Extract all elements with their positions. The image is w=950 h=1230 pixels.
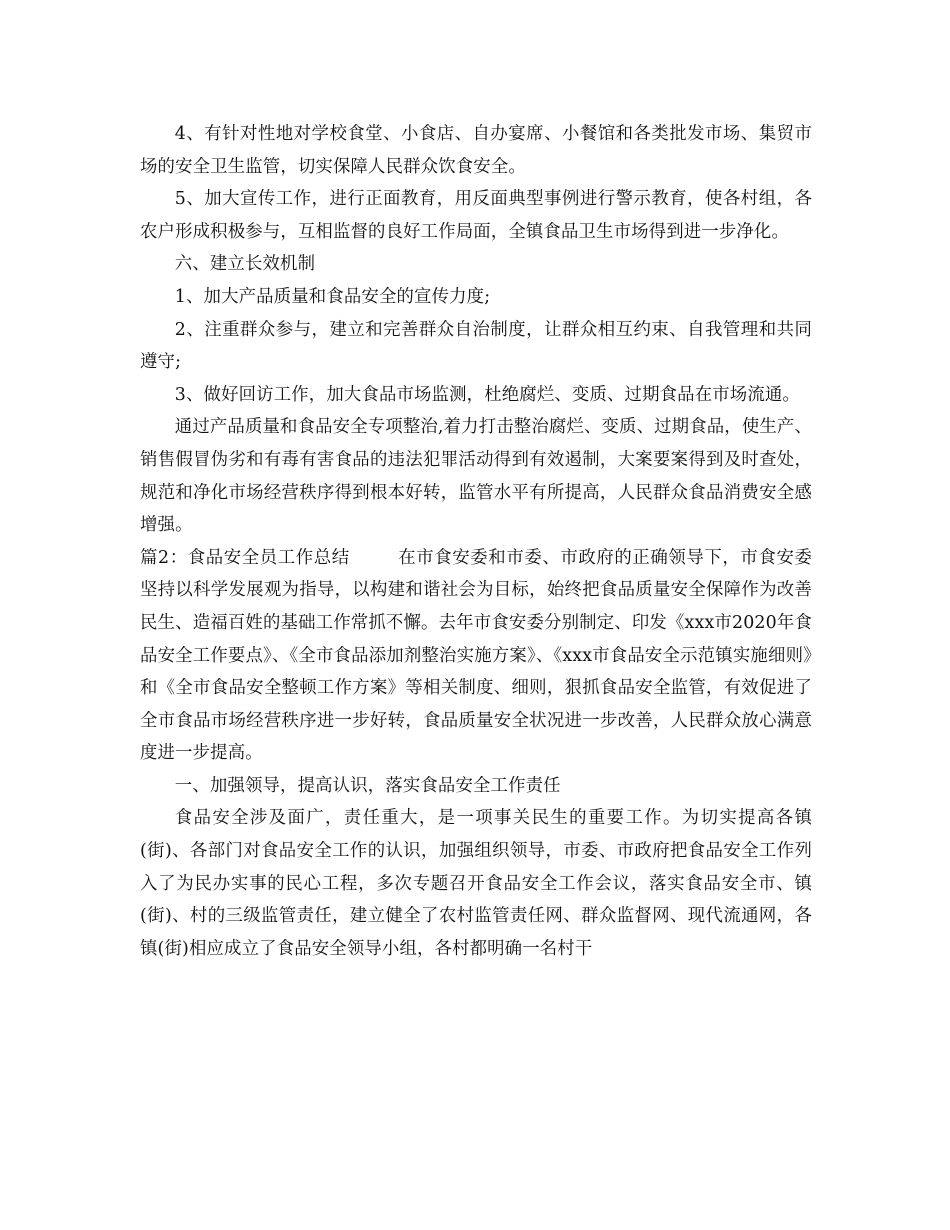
paragraph-item-4: 4、有针对性地对学校食堂、小食店、自办宴席、小餐馆和各类批发市场、集贸市场的安全卫生监管，切实保障人民群众饮食安全。 <box>140 124 812 177</box>
section2-paragraph <box>140 542 812 770</box>
section-heading-leadership: 一、加强领导，提高认识，落实食品安全工作责任 <box>174 775 561 796</box>
section2-heading: 篇2：食品安全员工作总结 <box>140 547 350 568</box>
paragraph-mechanism-2: 2、注重群众参与，建立和完善群众自治制度，让群众相互约束、自我管理和共同遵守; <box>140 319 812 373</box>
document-body <box>140 118 812 965</box>
paragraph-summary: 通过产品质量和食品安全专项整治,着力打击整治腐烂、变质、过期食品，使生产、销售假冒伪劣和有毒有害食品的违法犯罪活动得到有效遏制，大案要案得到及时查处，规范和净化市场经营秩序得到根本好转，监管水平有所提高，人民群众食品消费安全感增强。 <box>140 417 812 536</box>
section-heading-long-term-mechanism: 六、建立长效机制 <box>174 254 316 275</box>
section2-body: 在市食安委和市委、市政府的正确领导下，市食安委坚持以科学发展观为指导，以构建和谐社会为目标，始终把食品质量安全保障作为改善民生、造福百姓的基础工作常抓不懈。去年市食安委分别制定、印发《xxx市2020年食品安全工作要点》、《全市食品添加剂整治实施方案》、《xxx市食品安全示范镇实施细则》和《全市食品安全整顿工作方案》等相关制度、细则，狠抓食品安全监管，有效促进了全市食品市场经营秩序进一步好转，食品质量安全状况进一步改善，人民群众放心满意度进一步提高。 <box>140 547 813 764</box>
paragraph-leadership-body: 食品安全涉及面广，责任重大，是一项事关民生的重要工作。为切实提高各镇(街)、各部门对食品安全工作的认识，加强组织领导，市委、市政府把食品安全工作列入了为民办实事的民心工程，多次专题召开食品安全工作会议，落实食品安全市、镇(街)、村的三级监管责任，建立健全了农村监管责任网、群众监督网、现代流通网，各镇(街)相应成立了食品安全领导小组，各村都明确一名村干 <box>140 808 812 959</box>
paragraph-item-5: 5、加大宣传工作，进行正面教育，用反面典型事例进行警示教育，使各村组，各农户形成积极参与，互相监督的良好工作局面，全镇食品卫生市场得到进一步净化。 <box>140 189 812 242</box>
paragraph-mechanism-1: 1、加大产品质量和食品安全的宣传力度; <box>174 286 491 307</box>
paragraph-mechanism-3: 3、做好回访工作，加大食品市场监测，杜绝腐烂、变质、过期食品在市场流通。 <box>174 384 800 405</box>
